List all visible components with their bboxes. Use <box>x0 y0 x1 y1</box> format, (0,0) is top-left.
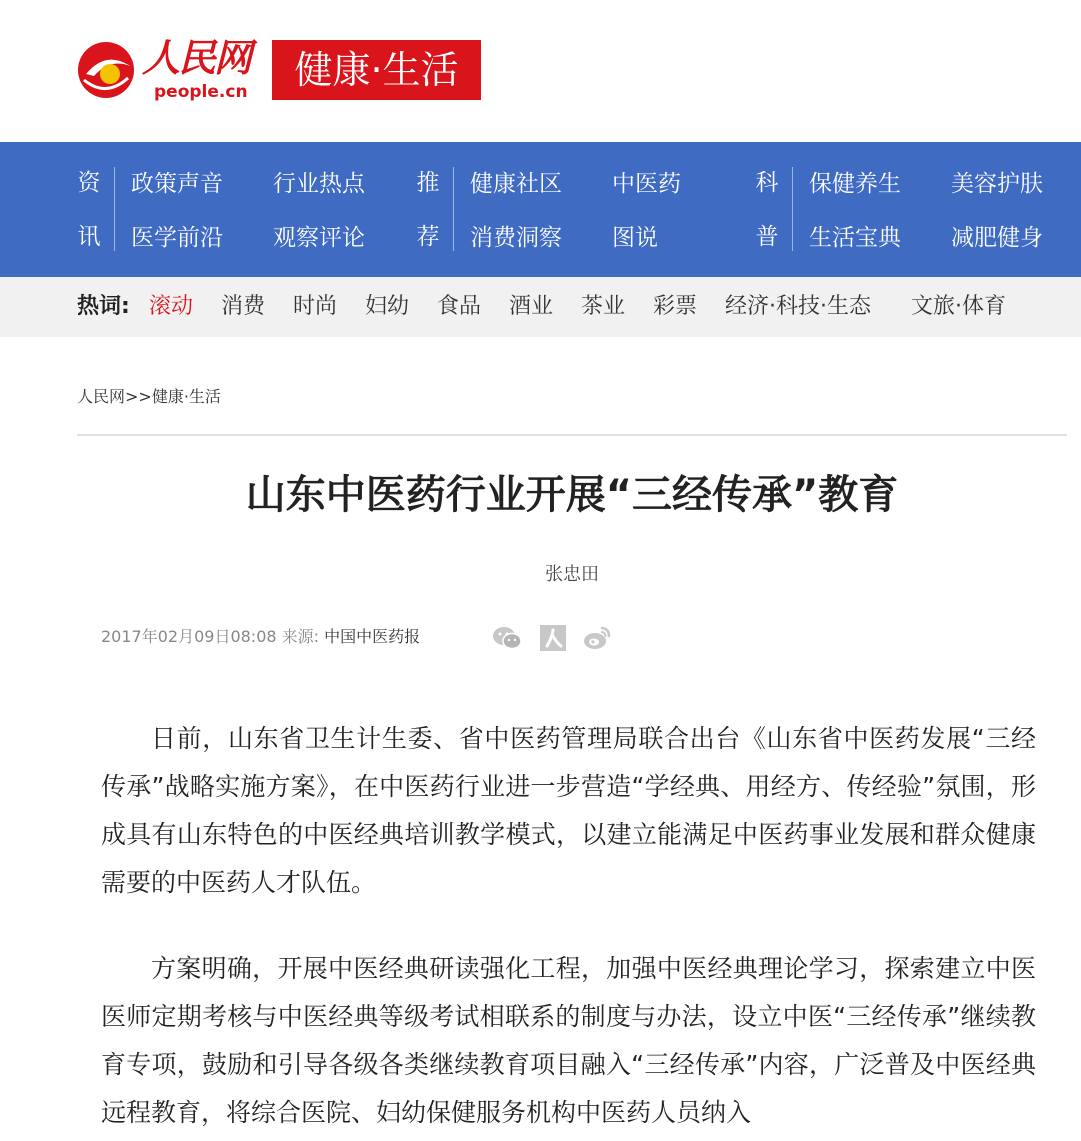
nav-group-label-recommend-bottom: 荐 <box>416 224 440 250</box>
hotword-fashion[interactable]: 时尚 <box>293 294 338 319</box>
article-paragraph: 日前，山东省卫生计生委、省中医药管理局联合出台《山东省中医药发展“三经传承”战略实施方案》，在中医药行业进一步营造“学经典、用经方、传经验”氛围，形成具有山东特色的中医经典培训教学模式，以建立能满足中医药事业发展和群众健康需要的中医药人才队伍。 <box>101 724 1036 897</box>
nav-group-label-news-top: 资 <box>77 170 101 196</box>
nav-divider <box>792 167 793 251</box>
nav-item-policy[interactable]: 政策声音 <box>131 171 223 197</box>
breadcrumb-current[interactable]: 健康·生活 <box>151 387 221 406</box>
nav-item-health-care[interactable]: 保健养生 <box>809 171 901 197</box>
people-icon[interactable] <box>538 624 568 652</box>
hotword-lottery[interactable]: 彩票 <box>653 294 698 319</box>
site-header <box>0 0 1081 142</box>
article-paragraph: 方案明确，开展中医经典研读强化工程，加强中医经典理论学习，探索建立中医医师定期考核与中医经典等级考试相联系的制度与办法，设立中医“三经传承”继续教育专项，鼓励和引导各级各类继续教育项目融入“三经传承”内容，广泛普及中医经典远程教育，将综合医院、妇幼保健服务机构中医药人员纳入 <box>101 954 1036 1127</box>
source-label: 来源: <box>281 627 320 646</box>
hotword-tea[interactable]: 茶业 <box>581 294 626 319</box>
logo-mark-icon <box>76 40 136 100</box>
hotwords-label: 热词: <box>77 294 130 319</box>
breadcrumb-home[interactable]: 人民网 <box>77 387 126 406</box>
nav-group-label-science-bottom: 普 <box>755 224 779 250</box>
nav-item-consumer[interactable]: 消费洞察 <box>470 225 562 251</box>
hotword-consumption[interactable]: 消费 <box>221 294 266 319</box>
hotword-liquor[interactable]: 酒业 <box>509 294 554 319</box>
logo-sub: people.cn <box>154 82 248 102</box>
nav-divider <box>453 167 454 251</box>
wechat-icon[interactable] <box>492 624 522 652</box>
nav-item-medical-frontier[interactable]: 医学前沿 <box>131 225 223 251</box>
nav-item-commentary[interactable]: 观察评论 <box>273 225 365 251</box>
nav-divider <box>114 167 115 251</box>
breadcrumb <box>77 385 221 409</box>
article-meta <box>101 624 420 650</box>
nav-group-label-news-bottom: 讯 <box>77 224 101 250</box>
people-logo[interactable] <box>76 36 261 108</box>
hotwords-bar <box>0 277 1081 337</box>
nav-item-life-tips[interactable]: 生活宝典 <box>809 225 901 251</box>
hotword-food[interactable]: 食品 <box>437 294 482 319</box>
share-bar <box>492 624 622 652</box>
hotword-scroll[interactable]: 滚动 <box>149 294 194 319</box>
channel-badge[interactable]: 健康·生活 <box>272 40 481 100</box>
nav-group-label-science-top: 科 <box>755 170 779 196</box>
hotword-maternal[interactable]: 妇幼 <box>365 294 410 319</box>
weibo-icon[interactable] <box>582 624 612 652</box>
hotword-culture-sports[interactable]: 文旅·体育 <box>911 294 1006 319</box>
breadcrumb-separator: >> <box>125 387 152 406</box>
article-author: 张忠田 <box>545 564 599 585</box>
hotword-economy[interactable]: 经济·科技·生态 <box>725 294 871 319</box>
nav-item-industry[interactable]: 行业热点 <box>273 171 365 197</box>
article-title: 山东中医药行业开展“三经传承”教育 <box>245 472 899 518</box>
nav-group-label-recommend-top: 推 <box>416 170 440 196</box>
logo-text: 人民网 <box>142 35 251 80</box>
nav-item-tcm[interactable]: 中医药 <box>612 171 681 197</box>
article-datetime: 2017年02月09日08:08 <box>101 627 277 646</box>
main-nav <box>0 142 1081 277</box>
article-source[interactable]: 中国中医药报 <box>324 627 421 646</box>
nav-item-fitness[interactable]: 减肥健身 <box>951 225 1043 251</box>
nav-item-beauty[interactable]: 美容护肤 <box>951 171 1043 197</box>
nav-item-community[interactable]: 健康社区 <box>470 171 562 197</box>
divider <box>77 434 1067 436</box>
nav-item-photos[interactable]: 图说 <box>612 225 658 251</box>
